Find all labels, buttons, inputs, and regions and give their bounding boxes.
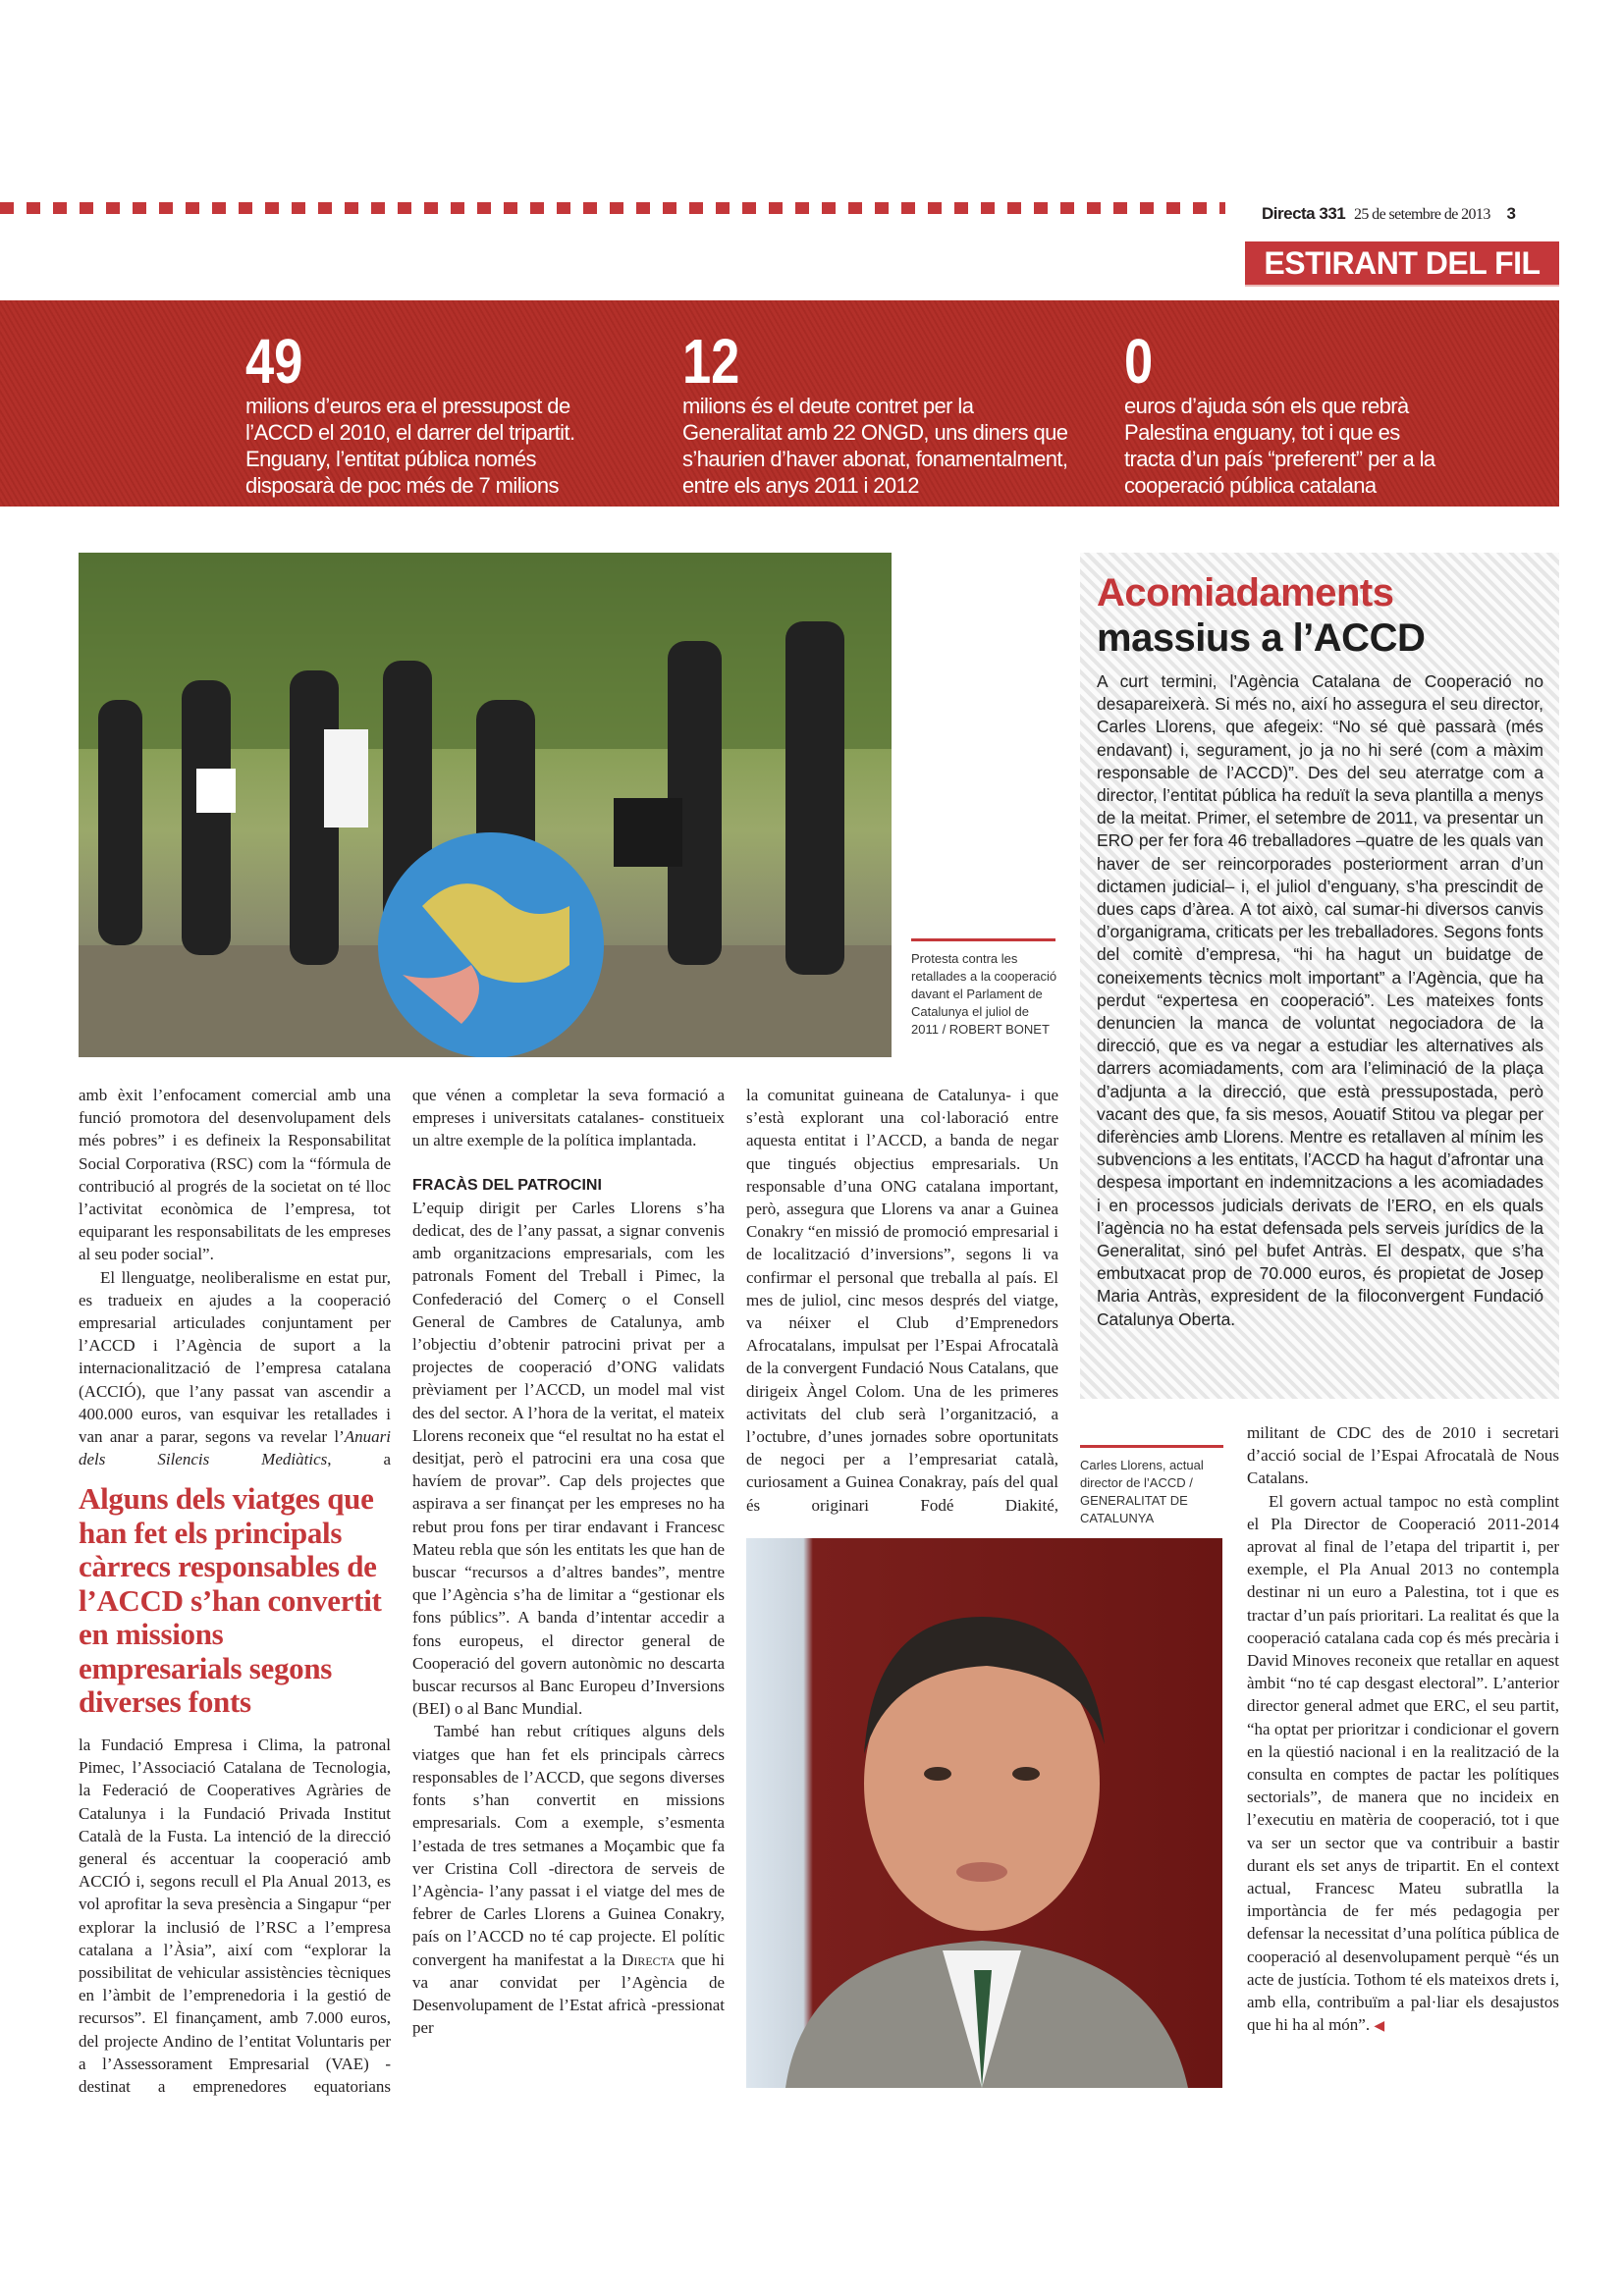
stat-number: 12 (682, 326, 740, 397)
photo-caption: Protesta contra les retallades a la cooperació davant el Parlament de Catalunya el juliol de 2011 / ROBERT BONET (911, 951, 1057, 1037)
caption-rule (1080, 1445, 1223, 1448)
text-run: , a (327, 1450, 391, 1469)
stat-text: disposarà de poc més de 7 milions (245, 473, 559, 498)
stat-text: tracta d’un país “preferent” per a la (1124, 447, 1435, 471)
sidebar-title (1097, 570, 1425, 661)
article-paragraph (412, 1720, 725, 2039)
stat-item (1124, 326, 1435, 499)
subheading: FRACÀS DEL PATROCINI (412, 1176, 602, 1194)
publication-name: Directa 331 (1262, 204, 1346, 223)
article-paragraph (79, 1266, 391, 1471)
stat-text: Enguany, l’entitat pública només (245, 447, 536, 471)
text-run: També han rebut crítiques alguns dels viatges que han fet els principals càrrecs responsables de l’ACCD, que segons diverses fonts s’han convertit en missions empresarials. Com a exemple, s’esmenta l’estada de tres setmanes a Moçambic que fa ver Cristina Coll -directora de serveis de l’Agència- l’any passat i el viatge del mes de febrer de Carles Llorens a Guinea Conakry, país on l’ACCD no té cap projecte. El polític convergent ha manifestat a la (412, 1722, 725, 1969)
stat-text: euros d’ajuda són els que rebrà (1124, 394, 1409, 418)
portrait-photo (746, 1538, 1222, 2088)
stats-band (0, 300, 1559, 507)
sidebar-box (1080, 553, 1559, 1399)
stat-item (682, 326, 1068, 499)
portrait-caption: Carles Llorens, actual director de l’ACCD / GENERALITAT DE CATALUNYA (1080, 1458, 1204, 1525)
stat-text: Generalitat amb 22 ONGD, uns diners que (682, 420, 1068, 445)
article-paragraph: militant de CDC des de 2010 i secretari d’acció social de l’Espai Afrocatalà de Nous Catalans. (1247, 1423, 1559, 1488)
article-paragraph: que vénen a completar la seva formació a empreses i universitats catalanes- constitueix un altre exemple de la política implantada. (412, 1086, 725, 1150)
decorative-dashed-rule (0, 202, 1225, 214)
stat-text: entre els anys 2011 i 2012 (682, 473, 919, 498)
article-paragraph: amb èxit l’enfocament comercial amb una funció promotora del desenvolupament dels més pobres” i es defineix la Responsabilitat Social Corporativa (RSC) com la “fórmula de contribució al progrés de la societat on té lloc l’activitat econòmica de l’empresa, tot equiparant les responsabilitats de les empreses al seu poder social”. (79, 1086, 391, 1264)
publication-title: Anuari dels Silencis Mediàtics (79, 1427, 391, 1469)
end-of-article-icon: ◀ (1374, 2019, 1385, 2035)
caption-rule (911, 938, 1055, 941)
section-label: ESTIRANT DEL FIL (1245, 241, 1559, 287)
article-column-2 (412, 1084, 725, 2039)
stat-item (245, 326, 575, 499)
article-column-3 (746, 1084, 1058, 2088)
stat-number: 49 (245, 326, 303, 397)
stat-text: l’ACCD el 2010, el darrer del tripartit. (245, 420, 575, 445)
newspaper-name: Directa (622, 1949, 676, 1969)
article-paragraph: la Fundació Empresa i Clima, la patronal Pimec, l’Associació Catalana de Tecnologia, la Federació de Cooperatives Agràries de Catalunya i la Fundació Privada Institut Català de la Fusta. La intenció de la direcció general és accentuar la cooperació amb ACCIÓ i, segons recull el Pla Anual 2013, es vol aprofitar la seva presència a Singapur “per explorar la inclusió de l’RSC a l’empresa catalana a l’Àsia”, així com “explorar la possibilitat de vehicular assistències tècniques en l’àmbit de l’emprenedoria i la gestió de recursos”. El finançament, amb 7.000 euros, del projecte Andino de l’entitat Voluntaris per a l’Assessorament Empresarial (VAE) -destinat a emprenedores equatorians (79, 1735, 391, 2096)
text-run: El govern actual tampoc no està complint el Pla Director de Cooperació 2011-2014 aprovat al final de l’etapa del tripartit i, per exemple, el Pla Anual 2013 no contempla destinar ni un euro a Palestina, tot i que es tractar d’un país prioritari. La realitat és que la cooperació catalana cada cop és més precària i David Minoves reconeix que retallar en aquest àmbit “no té cap desgast electoral”. L’anterior director general admet que ERC, el seu partit, “ha optat per prioritzar i condicionar el govern en la qüestió nacional i en la realització de la consulta en comptes de pactar les polítiques sectorials”, de manera que no incideix en l’executiu en matèria de cooperació, tot i que va ser un sector que va contribuir a bastir durant els set anys de tripartit. En el context actual, Francesc Mateu subratlla la importància de fer més pedagogia per defensar la necessitat d’una política pública de cooperació al desenvolupament perquè “és un acte de justícia. Tothom té els mateixos drets i, amb ella, contribuïm a pal·liar els desajustos que hi ha al món”. (1247, 1491, 1559, 2035)
article-paragraph: L’equip dirigit per Carles Llorens s’ha dedicat, des de l’any passat, a signar convenis amb organitzacions empresarials, com les patronals Foment del Treball i Pimec, la Confederació del Comerç o el Consell General de Cambres de Catalunya, amb l’objectiu d’obtenir patrocini privat per a projectes de cooperació d’ONG validats prèviament per l’ACCD, un model mal vist des del sector. A l’hora de la veritat, el mateix Llorens reconeix que “el resultat no ha estat el desitjat, però el patrocini era una cosa que havíem de provar”. Cap dels projectes que aspirava a ser finançat per les empreses no ha rebut prou fons per tirar endavant i Francesc Mateu rebla que són les entitats les que han de buscar “recursos a d’altres bandes”, mentre que l’Agència s’ha de limitar a “gestionar els fons públics”. A banda d’intentar accedir a fons europeus, el director general de Cooperació del govern autonòmic no descarta buscar recursos al Banc Europeu d’Inversions (BEI) o al Banc Mundial. (412, 1198, 725, 1719)
stat-text: milions d’euros era el pressupost de (245, 394, 570, 418)
sidebar-title-red: Acomiadaments (1097, 571, 1394, 614)
stat-text: cooperació pública catalana (1124, 473, 1377, 498)
article-column-4 (1247, 1421, 1559, 2038)
sidebar-body: A curt termini, l’Agència Catalana de Cooperació no desapareixerà. Si més no, així ho assegura el seu director, Carles Llorens, que afegeix: “No sé què passarà (més endavant) i, segurament, jo ja no hi seré (com a màxim responsable de l’ACCD)”. Des del seu aterratge com a director, l’entitat pública ha reduït la seva plantilla a menys de la meitat. Primer, el setembre de 2011, va presentar un ERO per fer fora 46 treballadores –quatre de les quals van haver de ser reincorporades posteriorment arran d’un dictamen judicial– i, el juliol d’enguany, s’ha prescindit de dues caps d’àrea. A tot això, cal sumar-hi diversos canvis d’organigrama, criticats per les treballadores. Segons fonts del comitè d’empresa, “hi ha hagut un buidatge de coneixements tècnics molt important” a l’Agència, que ha perdut “expertesa en cooperació”. Les mateixes fonts denuncien la manca de voluntat negociadora de la direcció, que es va negar a estudiar les alternatives als darrers acomiadaments, com ara l’eliminació de la plaça d’adjunta a la direcció, que està pressupostada, però vacant des que, fa sis mesos, Aouatif Stitou va plegar per diferències amb Llorens. Mentre es retallaven al mínim les subvencions a les entitats, l’ACCD ha hagut d’afrontar una despesa important en indemnitzacions a les acomiadades i en processos judicials derivats de l’ERO, en els quals l’agència no ha estat defensada pels serveis jurídics de la Generalitat, sinó pel bufet Antràs. El despatx, que s’ha embutxacat prop de 70.000 euros, és propietat de Josep Maria Antràs, expresident de la filoconvergent Fundació Catalunya Oberta. (1097, 671, 1543, 1329)
protest-photo-illustration (79, 553, 892, 1057)
article-column-1 (79, 1084, 391, 2098)
page-folio (1262, 204, 1516, 224)
article-paragraph (1247, 1490, 1559, 2039)
stat-text: Palestina enguany, tot i que es (1124, 420, 1400, 445)
portrait-illustration (746, 1538, 1222, 2088)
text-run: El llenguatge, neoliberalisme en estat pur, es tradueix en ajudes a la cooperació empresarial articulades conjuntament per l’ACCD i l’Agència de suport a la internacionalització de l’empresa catalana (ACCIÓ), que l’any passat van ascendir a 400.000 euros, van esquivar les retallades i van anar a parar, segons va revelar l’ (79, 1267, 391, 1447)
protest-photo (79, 553, 892, 1057)
sidebar-title-black: massius a l’ACCD (1097, 616, 1426, 660)
article-paragraph: la comunitat guineana de Catalunya- i que s’està explorant una col·laboració entre aquesta entitat i l’ACCD, a banda de negar que tingués objectius empresarials. Un responsable d’una ONG catalana important, però, assegura que Llorens va anar a Guinea Conakry “en missió de promoció empresarial i de localització d’inversions”, segons li va confirmar el personal que treballa al país. El mes de juliol, cinc mesos després del viatge, va néixer el Club d’Emprenedors Afrocatalans, impulsat per l’Espai Afrocatalà de la convergent Fundació Nous Catalans, que dirigeix Àngel Colom. Una de les primeres activitats del club serà l’organització, a l’octubre, d’unes jornades sobre oportunitats de negoci per a l’empresariat català, curiosament a Guinea Conakray, país del qual és originari Fodé Diakité, (746, 1086, 1058, 1515)
stat-text: s’haurien d’haver abonat, fonamentalment, (682, 447, 1068, 471)
page-number: 3 (1506, 204, 1516, 223)
text-run: que hi va anar convidat per l’Agència de Desenvolupament de l’Estat africà -pressionat per (412, 1949, 725, 2038)
issue-date: 25 de setembre de 2013 (1353, 206, 1490, 223)
stat-text: milions és el deute contret per la (682, 394, 974, 418)
pull-quote: Alguns dels viatges que han fet els principals càrrecs responsables de l’ACCD s’han convertit en missions empresarials segons diverses fonts (79, 1481, 382, 1720)
stat-number: 0 (1124, 326, 1154, 397)
